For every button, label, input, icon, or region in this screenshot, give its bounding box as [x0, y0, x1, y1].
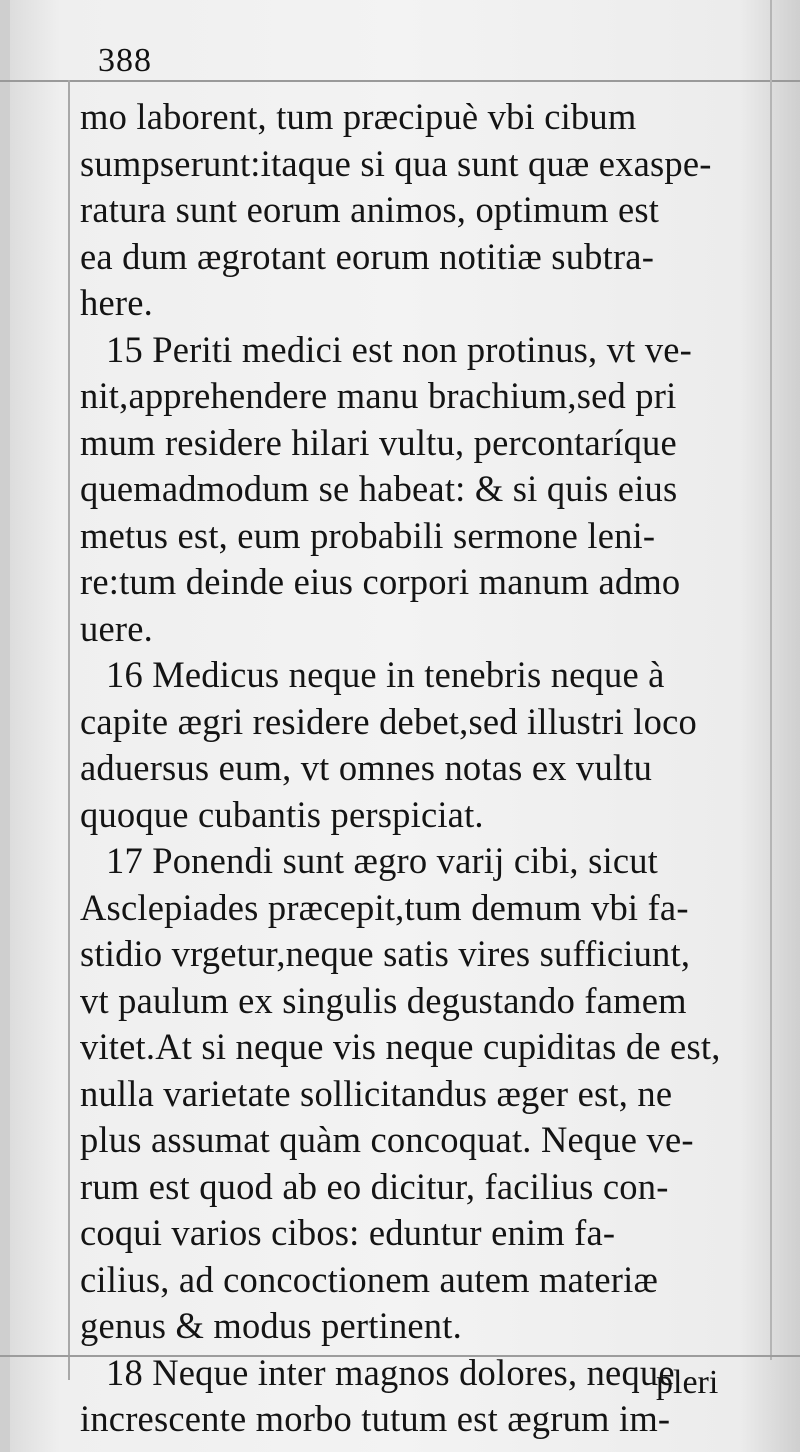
text-line: metus est, eum probabili sermone leni- — [80, 514, 656, 556]
text-line: vt paulum ex singulis degustando famem — [80, 979, 687, 1021]
paragraph-17-start: 17 Ponendi sunt ægro varij cibi, sicut — [106, 840, 659, 881]
text-line: nulla varietate sollicitandus æger est, ne — [80, 1072, 673, 1114]
text-line: nit,apprehendere manu brachium,sed pri — [80, 375, 677, 416]
text-line: re:tum deinde eius corpori manum admo — [80, 561, 681, 602]
text-line: coqui varios cibos: eduntur enim fa- — [80, 1212, 616, 1253]
text-line: quemadmodum se habeat: & si quis eius — [80, 468, 678, 509]
frame-line-top — [0, 80, 800, 82]
text-line: mum residere hilari vultu, percontaríque — [80, 421, 677, 463]
text-line: increscente morbo tutum est ægrum im- — [80, 1398, 671, 1439]
page-gutter — [0, 0, 10, 1452]
text-line: ratura sunt eorum animos, optimum est — [80, 189, 660, 230]
page-number: 388 — [98, 42, 152, 79]
text-line: ea dum ægrotant eorum notitiæ subtra- — [80, 235, 655, 277]
text-line: plus assumat quàm concoquat. Neque ve- — [80, 1119, 694, 1160]
frame-line-right — [770, 0, 772, 1360]
text-line: uere. — [80, 607, 153, 649]
text-line: mo laborent, tum præcipuè vbi cibum — [80, 96, 637, 137]
text-line: genus & modus pertinent. — [80, 1305, 462, 1346]
paragraph-15-start: 15 Periti medici est non protinus, vt ve- — [106, 328, 693, 370]
text-line: sumpserunt:itaque si qua sunt quæ exaspe- — [80, 142, 712, 184]
text-line: capite ægri residere debet,sed illustri loco — [80, 700, 697, 742]
text-line: vitet.At si neque vis neque cupiditas de est, — [80, 1026, 721, 1067]
text-line: cilius, ad concoctionem autem materiæ — [80, 1258, 659, 1300]
catchword: pleri — [656, 1364, 719, 1401]
text-line: here. — [80, 282, 153, 323]
body-text — [80, 94, 760, 1443]
paragraph-18-start: 18 Neque inter magnos dolores, neque — [106, 1351, 675, 1393]
frame-line-left — [68, 80, 70, 1380]
text-line: quoque cubantis perspiciat. — [80, 793, 484, 835]
text-line: aduersus eum, vt omnes notas ex vultu — [80, 747, 653, 788]
text-line: Asclepiades præcepit,tum demum vbi fa- — [80, 886, 689, 928]
text-line: stidio vrgetur,neque satis vires sufficiunt, — [80, 933, 691, 974]
paragraph-16-start: 16 Medicus neque in tenebris neque à — [106, 654, 665, 695]
text-line: rum est quod ab eo dicitur, facilius con- — [80, 1165, 669, 1207]
